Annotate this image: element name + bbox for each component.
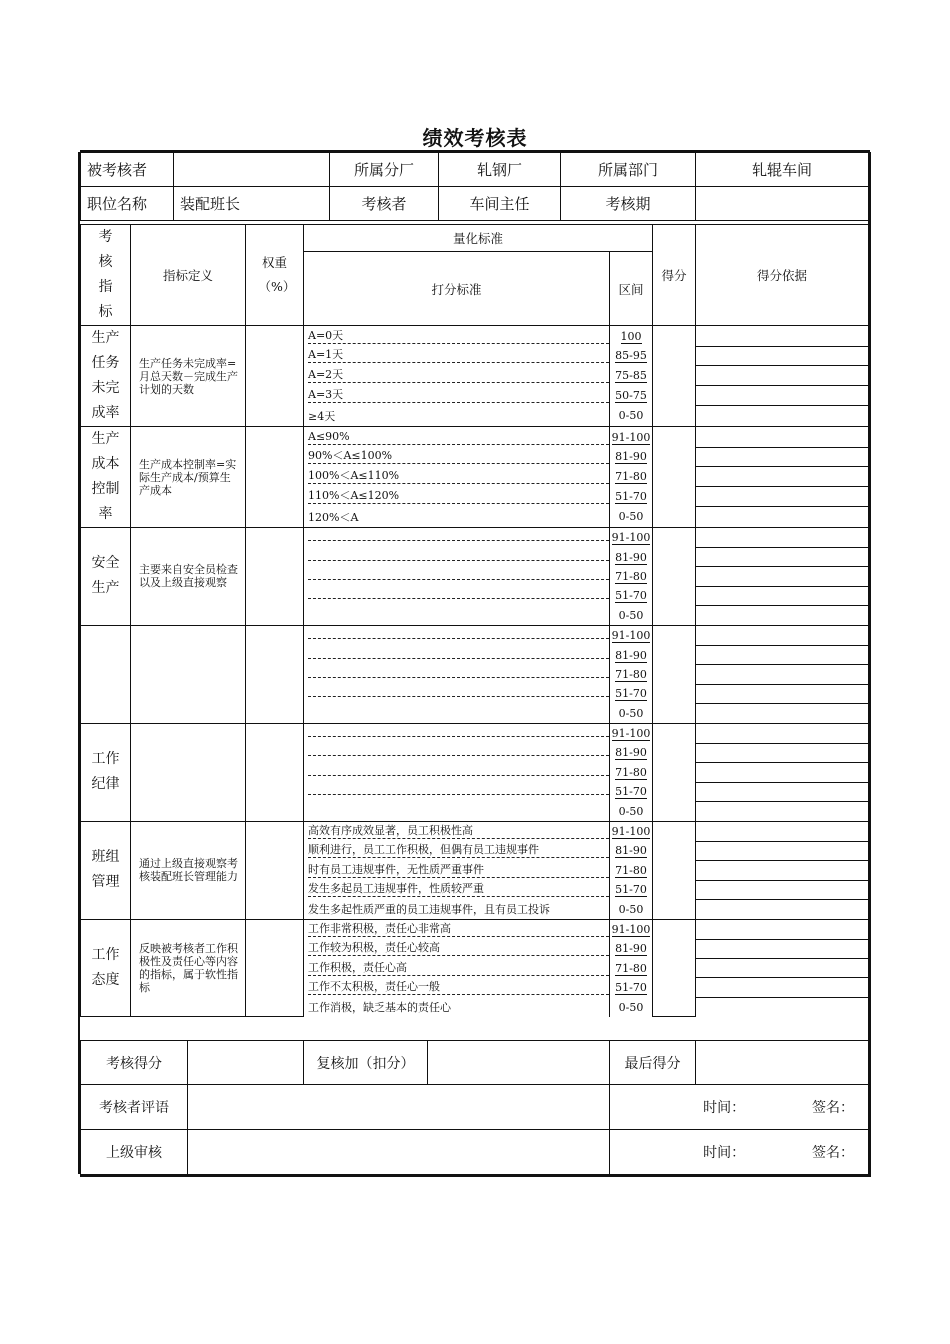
score-basis-line[interactable] [696, 427, 869, 448]
footer-comment-value[interactable] [188, 1085, 610, 1130]
score-range: 91-100 [610, 528, 653, 548]
basis-rule [696, 625, 868, 645]
score-basis-line[interactable] [696, 606, 869, 626]
score-range: 91-100 [610, 821, 653, 841]
score-range: 81-90 [610, 447, 653, 467]
basis-rule [696, 977, 868, 997]
score-basis-line[interactable] [696, 366, 869, 386]
col-range: 区间 [610, 252, 653, 326]
score-range: 0-50 [610, 507, 653, 528]
scoring-standard [304, 665, 610, 684]
indicator-table [80, 224, 869, 1017]
table-row [81, 625, 869, 645]
basis-rule [696, 466, 868, 487]
col-indicator: 考核指标 [81, 225, 131, 326]
score-range: 91-100 [610, 723, 653, 743]
basis-rule [696, 723, 868, 743]
header-label-period: 考核期 [561, 187, 696, 221]
score-range: 0-50 [610, 406, 653, 427]
basis-rule [696, 528, 868, 548]
scoring-standard: 发生多起员工违规事件，性质较严重 [304, 880, 610, 899]
scoring-standard [304, 547, 610, 566]
score-basis-line[interactable] [696, 821, 869, 841]
basis-rule [696, 547, 868, 567]
score-basis-line[interactable] [696, 586, 869, 605]
footer-superior-label: 上级审核 [81, 1130, 188, 1175]
score-range: 81-90 [610, 645, 653, 664]
indicator-weight[interactable] [246, 528, 304, 626]
score-basis-line[interactable] [696, 625, 869, 645]
scoring-standard: 120%＜A [304, 507, 610, 528]
performance-sheet [80, 152, 868, 1174]
scoring-standard: 工作非常积极，责任心非常高 [304, 919, 610, 939]
basis-rule [696, 645, 868, 665]
score-basis-line[interactable] [696, 880, 869, 899]
indicator-name [81, 625, 131, 723]
score-range: 81-90 [610, 841, 653, 860]
header-table [80, 152, 869, 221]
scoring-standard: 工作积极，责任心高 [304, 959, 610, 978]
score-basis-line[interactable] [696, 723, 869, 743]
score-range: 0-50 [610, 606, 653, 626]
indicator-weight[interactable] [246, 625, 304, 723]
score-range: 71-80 [610, 959, 653, 978]
score-basis-line[interactable] [696, 763, 869, 782]
col-basis: 得分依据 [696, 225, 869, 326]
header-label-position: 职位名称 [81, 187, 174, 221]
header-value-dept: 轧辊车间 [696, 153, 869, 187]
basis-rule [696, 762, 868, 782]
score-basis-line[interactable] [696, 467, 869, 487]
basis-rule [696, 821, 868, 841]
score-range: 51-70 [610, 978, 653, 997]
basis-rule [696, 346, 868, 367]
score-range: 81-90 [610, 547, 653, 566]
score-range: 71-80 [610, 763, 653, 782]
score-range: 0-50 [610, 801, 653, 821]
header-value-period[interactable] [696, 187, 869, 221]
table-row [81, 326, 869, 347]
score-basis-line[interactable] [696, 959, 869, 978]
footer-superior-sign [610, 1130, 869, 1175]
header-value-appraiser: 车间主任 [439, 187, 561, 221]
score-range: 91-100 [610, 919, 653, 939]
basis-rule [696, 860, 868, 880]
indicator-name: 生产成本控制率 [81, 427, 131, 528]
footer-final-label: 最后得分 [610, 1041, 696, 1085]
indicator-weight[interactable] [246, 723, 304, 821]
header-label-appraisee: 被考核者 [81, 153, 174, 187]
indicator-definition: 主要来自安全员检查以及上级直接观察 [131, 528, 246, 626]
scoring-standard: 高效有序成效显著，员工积极性高 [304, 821, 610, 841]
footer-superior-value[interactable] [188, 1130, 610, 1175]
scoring-standard: 90%＜A≤100% [304, 447, 610, 467]
indicator-definition: 生产任务未完成率=月总天数－完成生产计划的天数 [131, 326, 246, 427]
basis-rule [696, 684, 868, 704]
indicator-weight[interactable] [246, 821, 304, 919]
basis-rule [696, 566, 868, 586]
score-basis-line[interactable] [696, 919, 869, 939]
score-basis-line[interactable] [696, 899, 869, 919]
scoring-standard [304, 782, 610, 801]
table-row [81, 919, 869, 939]
basis-rule [696, 586, 868, 606]
score-basis-line[interactable] [696, 447, 869, 467]
score-cell[interactable] [653, 919, 696, 1016]
scoring-standard: 顺利进行，员工工作积极，但偶有员工违规事件 [304, 841, 610, 860]
score-basis-line[interactable] [696, 326, 869, 347]
scoring-standard: A=3天 [304, 386, 610, 406]
score-basis-line[interactable] [696, 743, 869, 762]
score-range: 50-75 [610, 386, 653, 406]
header-label-branch: 所属分厂 [330, 153, 439, 187]
score-range: 100 [610, 326, 653, 347]
indicator-weight[interactable] [246, 919, 304, 1016]
score-basis-line[interactable] [696, 346, 869, 366]
footer-table [80, 1040, 869, 1175]
scoring-standard [304, 743, 610, 762]
border-bottom [80, 1174, 871, 1177]
indicator-definition: 反映被考核者工作积极性及责任心等内容的指标，属于软性指标 [131, 919, 246, 1016]
footer-final-value[interactable] [696, 1041, 869, 1085]
scoring-standard: 工作较为积极，责任心较高 [304, 939, 610, 958]
scoring-standard [304, 704, 610, 724]
score-basis-line[interactable] [696, 978, 869, 997]
table-row [81, 723, 869, 743]
indicator-definition: 通过上级直接观察考核装配班长管理能力 [131, 821, 246, 919]
footer-review-label: 复核加（扣分） [304, 1041, 428, 1085]
sign-label: 签名： [812, 1145, 854, 1161]
score-range: 51-70 [610, 586, 653, 605]
indicator-name: 工作纪律 [81, 723, 131, 821]
indicator-name: 生产任务未完成率 [81, 326, 131, 427]
score-range: 0-50 [610, 899, 653, 919]
scoring-standard [304, 763, 610, 782]
border-right [868, 152, 871, 1174]
score-basis-line[interactable] [696, 547, 869, 566]
col-definition: 指标定义 [131, 225, 246, 326]
indicator-definition [131, 625, 246, 723]
header-value-appraisee[interactable] [174, 153, 330, 187]
scoring-standard: 110%＜A≤120% [304, 487, 610, 507]
score-basis-line[interactable] [696, 645, 869, 664]
indicator-name: 工作态度 [81, 919, 131, 1016]
scoring-standard: A=1天 [304, 346, 610, 366]
indicator-name: 班组管理 [81, 821, 131, 919]
basis-rule [696, 782, 868, 802]
scoring-standard: 工作不太积极，责任心一般 [304, 978, 610, 997]
col-score: 得分 [653, 225, 696, 326]
score-basis-line[interactable] [696, 386, 869, 406]
footer-review-value[interactable] [428, 1041, 610, 1085]
score-basis-line[interactable] [696, 939, 869, 958]
sign-label: 签名： [812, 1100, 854, 1116]
basis-rule [696, 939, 868, 959]
col-standard: 打分标准 [304, 252, 610, 326]
col-weight: 权重（%） [246, 225, 304, 326]
scoring-standard: A=2天 [304, 366, 610, 386]
time-label: 时间： [703, 1100, 746, 1116]
scoring-standard [304, 801, 610, 821]
scoring-standard [304, 625, 610, 645]
indicator-weight[interactable] [246, 427, 304, 528]
score-range: 0-50 [610, 997, 653, 1016]
col-quant: 量化标准 [304, 225, 653, 252]
scoring-standard [304, 645, 610, 664]
score-range: 81-90 [610, 743, 653, 762]
footer-score-value[interactable] [188, 1041, 304, 1085]
scoring-standard [304, 684, 610, 703]
scoring-standard: A≤90% [304, 427, 610, 448]
scoring-standard: A=0天 [304, 326, 610, 347]
score-basis-line[interactable] [696, 861, 869, 880]
table-row [81, 427, 869, 448]
score-range: 51-70 [610, 880, 653, 899]
score-basis-line[interactable] [696, 406, 869, 427]
score-range: 51-70 [610, 684, 653, 703]
footer-score-label: 考核得分 [81, 1041, 188, 1085]
basis-rule [696, 385, 868, 406]
score-range: 81-90 [610, 939, 653, 958]
score-cell[interactable] [653, 625, 696, 723]
scoring-standard: ≥4天 [304, 406, 610, 427]
score-range: 51-70 [610, 487, 653, 507]
basis-rule [696, 486, 868, 507]
footer-comment-sign [610, 1085, 869, 1130]
footer-comment-label: 考核者评语 [81, 1085, 188, 1130]
score-cell[interactable] [653, 326, 696, 427]
basis-rule [696, 958, 868, 978]
basis-rule [696, 664, 868, 684]
border-left [78, 152, 80, 1174]
score-cell[interactable] [653, 528, 696, 626]
scoring-standard [304, 567, 610, 586]
table-row [81, 528, 869, 548]
score-range: 91-100 [610, 427, 653, 448]
scoring-standard [304, 606, 610, 626]
table-row [81, 821, 869, 841]
header-value-position: 装配班长 [174, 187, 330, 221]
score-range: 0-50 [610, 704, 653, 724]
basis-rule [696, 447, 868, 468]
score-basis-line[interactable] [696, 684, 869, 703]
document-title: 绩效考核表 [422, 126, 528, 150]
score-range: 71-80 [610, 467, 653, 487]
score-range: 51-70 [610, 782, 653, 801]
score-range: 71-80 [610, 567, 653, 586]
indicator-definition [131, 723, 246, 821]
scoring-standard: 发生多起性质严重的员工违规事件，且有员工投诉 [304, 899, 610, 919]
scoring-standard: 工作消极，缺乏基本的责任心 [304, 997, 610, 1016]
basis-rule [696, 326, 868, 347]
indicator-weight[interactable] [246, 326, 304, 427]
score-range: 85-95 [610, 346, 653, 366]
indicator-name: 安全生产 [81, 528, 131, 626]
score-basis-line[interactable] [696, 997, 869, 1016]
basis-rule [696, 743, 868, 763]
basis-rule [696, 841, 868, 861]
basis-rule [696, 365, 868, 386]
score-basis-line[interactable] [696, 567, 869, 586]
scoring-standard: 时有员工违规事件，无性质严重事件 [304, 861, 610, 880]
border-top [80, 150, 870, 152]
time-label: 时间： [703, 1145, 746, 1161]
score-basis-line[interactable] [696, 487, 869, 507]
header-label-dept: 所属部门 [561, 153, 696, 187]
score-cell[interactable] [653, 723, 696, 821]
score-basis-line[interactable] [696, 782, 869, 801]
basis-rule [696, 880, 868, 900]
score-range: 71-80 [610, 665, 653, 684]
score-basis-line[interactable] [696, 704, 869, 724]
score-cell[interactable] [653, 427, 696, 528]
basis-rule [696, 427, 868, 448]
header-label-appraiser: 考核者 [330, 187, 439, 221]
scoring-standard [304, 528, 610, 548]
basis-rule [696, 919, 868, 939]
score-basis-line[interactable] [696, 507, 869, 528]
score-basis-line[interactable] [696, 841, 869, 860]
scoring-standard [304, 723, 610, 743]
score-basis-line[interactable] [696, 528, 869, 548]
header-value-branch: 轧钢厂 [439, 153, 561, 187]
score-range: 71-80 [610, 861, 653, 880]
indicator-definition: 生产成本控制率=实际生产成本/预算生产成本 [131, 427, 246, 528]
score-cell[interactable] [653, 821, 696, 919]
score-basis-line[interactable] [696, 801, 869, 821]
scoring-standard [304, 586, 610, 605]
score-basis-line[interactable] [696, 665, 869, 684]
scoring-standard: 100%＜A≤110% [304, 467, 610, 487]
score-range: 75-85 [610, 366, 653, 386]
score-range: 91-100 [610, 625, 653, 645]
